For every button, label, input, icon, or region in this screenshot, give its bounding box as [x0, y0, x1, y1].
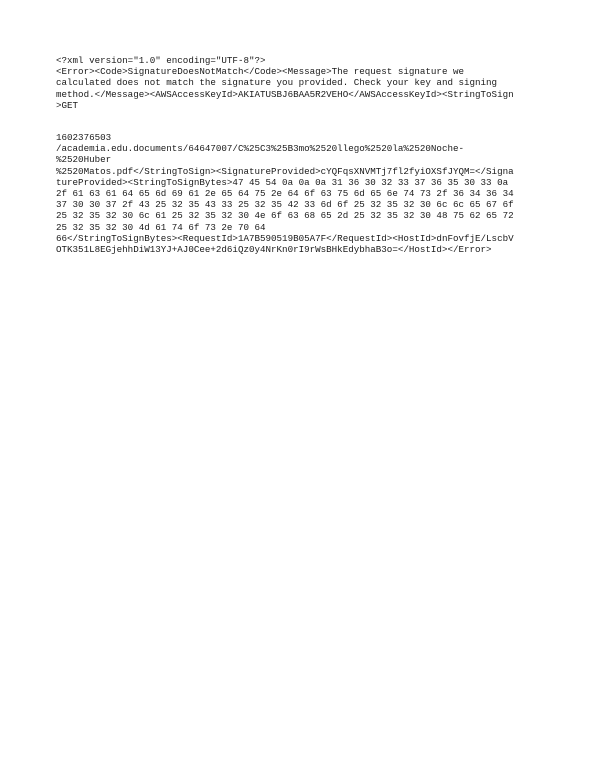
text-line: method.</Message><AWSAccessKeyId>AKIATUSBJ6BAA5R2VEHO</AWSAccessKeyId><StringToSign [56, 88, 514, 100]
text-line: >GET [56, 99, 79, 111]
xml-error-text-top [56, 55, 514, 111]
text-line: calculated does not match the signature you provided. Check your key and signing [56, 77, 498, 89]
text-line: 66</StringToSignBytes><RequestId>1A7B590519B05A7F</RequestId><HostId>dnFovfjE/LscbV [56, 232, 514, 244]
text-line: tureProvided><StringToSignBytes>47 45 54 0a 0a 0a 31 36 30 32 33 37 36 35 30 33 0a [56, 176, 509, 188]
text-line: <Error><Code>SignatureDoesNotMatch</Code><Message>The request signature we [56, 66, 464, 78]
text-line: %2520Matos.pdf</StringToSign><SignatureProvided>cYQFqsXNVMTj7fl2fyiOXSfJYQM=</Signa [56, 165, 514, 177]
text-line: /academia.edu.documents/64647007/C%25C3%25B3mo%2520llego%2520la%2520Noche- [56, 143, 464, 155]
text-line: %2520Huber [56, 154, 112, 166]
text-line: <?xml version="1.0" encoding="UTF-8"?> [56, 55, 266, 66]
text-line: 25 32 35 32 30 6c 61 25 32 35 32 30 4e 6f 63 68 65 2d 25 32 35 32 30 48 75 62 65 72 [56, 210, 514, 222]
text-line: 37 30 30 37 2f 43 25 32 35 43 33 25 32 35 42 33 6d 6f 25 32 35 32 30 6c 6c 65 67 6f [56, 199, 514, 211]
xml-error-text-bottom [56, 132, 514, 255]
text-line: OTK351L8EGjehhDiW13YJ+AJ0Cee+2d6iQz0y4NrKn0rI9rWsBHkEdybhaB3o=</HostId></Error> [56, 244, 492, 256]
text-line: 2f 61 63 61 64 65 6d 69 61 2e 65 64 75 2e 64 6f 63 75 6d 65 6e 74 73 2f 36 34 36 34 [56, 188, 514, 200]
text-line: 1602376503 [56, 132, 112, 143]
text-line: 25 32 35 32 30 4d 61 74 6f 73 2e 70 64 [56, 221, 266, 233]
